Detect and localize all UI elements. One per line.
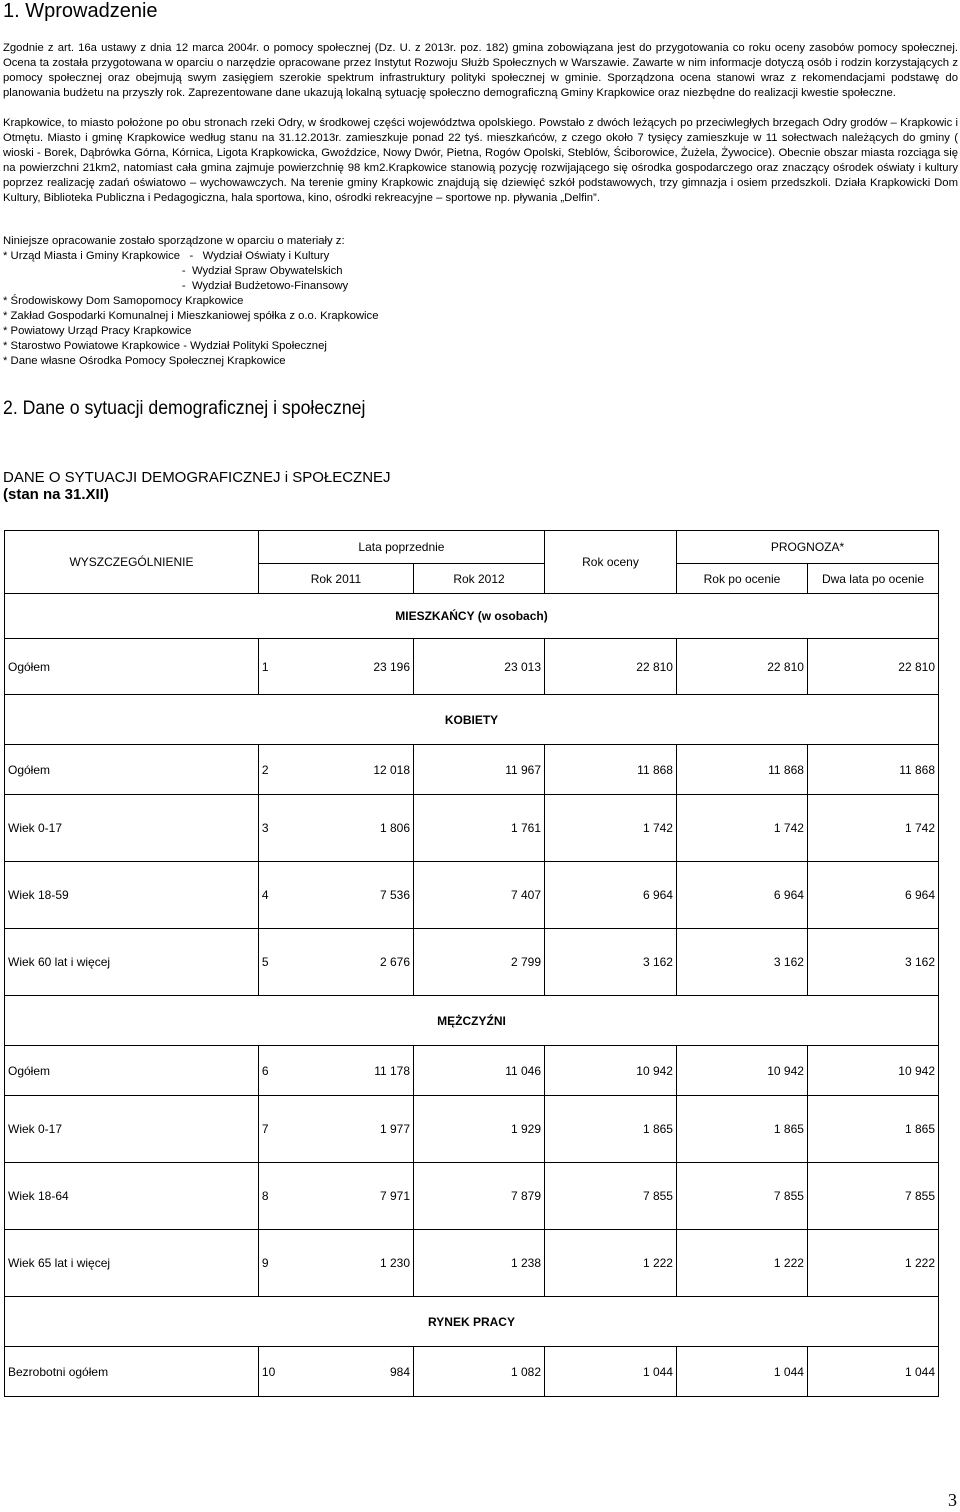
source-item: * Starostwo Powiatowe Krapkowice - Wydział Polityki Społecznej [3, 340, 327, 352]
row-value: 3 162 [676, 929, 807, 996]
row-number: 1 [258, 639, 282, 695]
header-year-after: Rok po ocenie [676, 564, 807, 594]
source-item: * Urząd Miasta i Gminy Krapkowice - Wydział Oświaty i Kultury [3, 250, 330, 262]
intro-paragraph: Zgodnie z art. 16a ustawy z dnia 12 marca 2004r. o pomocy społecznej (Dz. U. z 2013r. poz. 182) gmina zobowiązana jest do przygotowania co roku oceny zasobów pomocy społecznej. Ocena ta została przygotowana w oparciu o narzędzie opracowane przez Instytut Rozwoju Służb Społecznych w Warszawie. Zawarte w nim informacje dotyczą osób i rodzin korzystających z pomocy społecznej oraz obejmują swym zasięgiem szerokie spektrum infrastruktury polityki społecznej w gminie. Sporządzona ocena stanowi wraz z rekomendacjami podstawę do planowania budżetu na przyszły rok. Zaprezentowane dane ukazują lokalną sytuację społeczno demograficzną Gminy Krapkowice oraz niezbędne do realizacji kwestie społeczne. [3, 42, 958, 99]
row-value: 1 761 [414, 795, 545, 862]
row-value: 1 044 [807, 1347, 938, 1397]
table-title-line1: DANE O SYTUACJI DEMOGRAFICZNEJ i SPOŁECZNEJ [3, 469, 391, 486]
row-label: Wiek 18-64 [5, 1163, 259, 1230]
row-value: 6 964 [545, 862, 677, 929]
row-value: 984 [283, 1347, 414, 1397]
row-value: 22 810 [676, 639, 807, 695]
row-label: Ogółem [5, 745, 259, 795]
header-evaluation-year: Rok oceny [545, 531, 677, 594]
row-value: 1 977 [283, 1096, 414, 1163]
row-label: Bezrobotni ogółem [5, 1347, 259, 1397]
row-value: 1 222 [676, 1230, 807, 1297]
row-value: 7 536 [283, 862, 414, 929]
row-value: 10 942 [807, 1046, 938, 1096]
row-number: 6 [258, 1046, 282, 1096]
table-title-line2: (stan na 31.XII) [3, 486, 109, 503]
row-label: Ogółem [5, 1046, 259, 1096]
table-row [5, 1347, 939, 1397]
row-value: 6 964 [807, 862, 938, 929]
row-number: 8 [258, 1163, 282, 1230]
section-header: KOBIETY [5, 695, 939, 745]
source-item: * Powiatowy Urząd Pracy Krapkowice [3, 325, 192, 337]
source-item: * Dane własne Ośrodka Pomocy Społecznej Krapkowice [3, 355, 286, 367]
row-number: 2 [258, 745, 282, 795]
row-value: 7 407 [414, 862, 545, 929]
source-item: - Wydział Spraw Obywatelskich [3, 265, 343, 277]
section-header: RYNEK PRACY [5, 1297, 939, 1347]
row-value: 6 964 [676, 862, 807, 929]
row-number: 5 [258, 929, 282, 996]
row-label: Wiek 18-59 [5, 862, 259, 929]
row-value: 11 046 [414, 1046, 545, 1096]
row-number: 3 [258, 795, 282, 862]
header-spec: WYSZCZEGÓLNIENIE [5, 531, 259, 594]
row-value: 3 162 [545, 929, 677, 996]
row-value: 7 971 [283, 1163, 414, 1230]
row-value: 1 806 [283, 795, 414, 862]
row-number: 9 [258, 1230, 282, 1297]
row-value: 1 230 [283, 1230, 414, 1297]
sources-intro: Niniejsze opracowanie zostało sporządzone w oparciu o materiały z: [3, 235, 345, 247]
row-label: Ogółem [5, 639, 259, 695]
row-value: 11 868 [807, 745, 938, 795]
row-value: 1 082 [414, 1347, 545, 1397]
demographic-table [4, 530, 939, 1397]
header-previous-years: Lata poprzednie [258, 531, 544, 564]
header-year-2011: Rok 2011 [258, 564, 413, 594]
row-value: 1 742 [807, 795, 938, 862]
row-value: 11 868 [676, 745, 807, 795]
row-value: 12 018 [283, 745, 414, 795]
table-row [5, 795, 939, 862]
table-row [5, 1096, 939, 1163]
row-value: 10 942 [676, 1046, 807, 1096]
row-value: 22 810 [545, 639, 677, 695]
row-value: 10 942 [545, 1046, 677, 1096]
page-number: 3 [948, 1490, 957, 1510]
row-label: Wiek 0-17 [5, 795, 259, 862]
source-item: * Zakład Gospodarki Komunalnej i Mieszkaniowej spółka z o.o. Krapkowice [3, 310, 379, 322]
table-title [3, 469, 391, 503]
row-value: 7 855 [807, 1163, 938, 1230]
row-value: 7 855 [676, 1163, 807, 1230]
row-value: 23 196 [283, 639, 414, 695]
table-row [5, 639, 939, 695]
row-value: 7 855 [545, 1163, 677, 1230]
row-value: 1 044 [545, 1347, 677, 1397]
table-row [5, 862, 939, 929]
header-two-years-after: Dwa lata po ocenie [807, 564, 938, 594]
row-value: 11 178 [283, 1046, 414, 1096]
row-value: 2 799 [414, 929, 545, 996]
description-paragraph: Krapkowice, to miasto położone po obu stronach rzeki Odry, w środkowej części województwa opolskiego. Powstało z dwóch leżących po przeciwległych brzegach Odry grodów – Krapkowic i Otmętu. Miasto i gminę Krapkowice według stanu na 31.12.2013r. zamieszkuje ponad 22 tyś. mieszkańców, z czego około 7 tysięcy zamieszkuje w 11 sołectwach należących do gminy ( wioski - Borek, Dąbrówka Górna, Kórnica, Ligota Krapkowicka, Gwoździce, Nowy Dwór, Pietna, Rogów Opolski, Steblów, Ściborowice, Żużela, Żywocice). Obecnie obszar miasta rozciąga się na powierzchni 21km2, natomiast cała gmina zajmuje powierzchnię 98 km2.Krapkowice stanowią pozycję rozwijającego się ośrodka gospodarczego oraz znaczący ośrodek oświaty i kultury poprzez realizację zadań oświatowo – wychowawczych. Na terenie gminy Krapkowic znajdują się dziewięć szkół podstawowych, trzy gimnazja i osiem przedszkoli. Działa Krapkowicki Dom Kultury, Biblioteka Publiczna i Pedagogiczna, hala sportowa, kino, ośrodki rekreacyjne – sportowe np. pływania „Delfin”. [3, 117, 958, 204]
sources-list [3, 234, 379, 369]
header-year-2012: Rok 2012 [414, 564, 545, 594]
row-value: 1 044 [676, 1347, 807, 1397]
row-value: 1 742 [676, 795, 807, 862]
row-value: 1 742 [545, 795, 677, 862]
row-label: Wiek 0-17 [5, 1096, 259, 1163]
source-item: * Środowiskowy Dom Samopomocy Krapkowice [3, 295, 244, 307]
row-value: 11 868 [545, 745, 677, 795]
row-value: 3 162 [807, 929, 938, 996]
table-row [5, 1046, 939, 1096]
row-value: 1 865 [807, 1096, 938, 1163]
section-title-introduction: 1. Wprowadzenie [3, 0, 158, 22]
table-row [5, 745, 939, 795]
table-row [5, 1163, 939, 1230]
section-header: MĘŻCZYŹNI [5, 996, 939, 1046]
row-number: 7 [258, 1096, 282, 1163]
row-value: 23 013 [414, 639, 545, 695]
row-value: 1 865 [545, 1096, 677, 1163]
section-header: MIESZKAŃCY (w osobach) [5, 594, 939, 639]
section-title-demographics: 2. Dane o sytuacji demograficznej i społecznej [3, 398, 366, 419]
row-value: 1 865 [676, 1096, 807, 1163]
header-forecast: PROGNOZA* [676, 531, 938, 564]
row-value: 11 967 [414, 745, 545, 795]
table-row [5, 1230, 939, 1297]
table-row [5, 929, 939, 996]
row-value: 1 929 [414, 1096, 545, 1163]
row-value: 7 879 [414, 1163, 545, 1230]
row-label: Wiek 65 lat i więcej [5, 1230, 259, 1297]
row-label: Wiek 60 lat i więcej [5, 929, 259, 996]
row-value: 1 222 [807, 1230, 938, 1297]
row-value: 22 810 [807, 639, 938, 695]
source-item: - Wydział Budżetowo-Finansowy [3, 280, 349, 292]
row-number: 10 [258, 1347, 282, 1397]
row-value: 1 222 [545, 1230, 677, 1297]
row-number: 4 [258, 862, 282, 929]
row-value: 2 676 [283, 929, 414, 996]
row-value: 1 238 [414, 1230, 545, 1297]
